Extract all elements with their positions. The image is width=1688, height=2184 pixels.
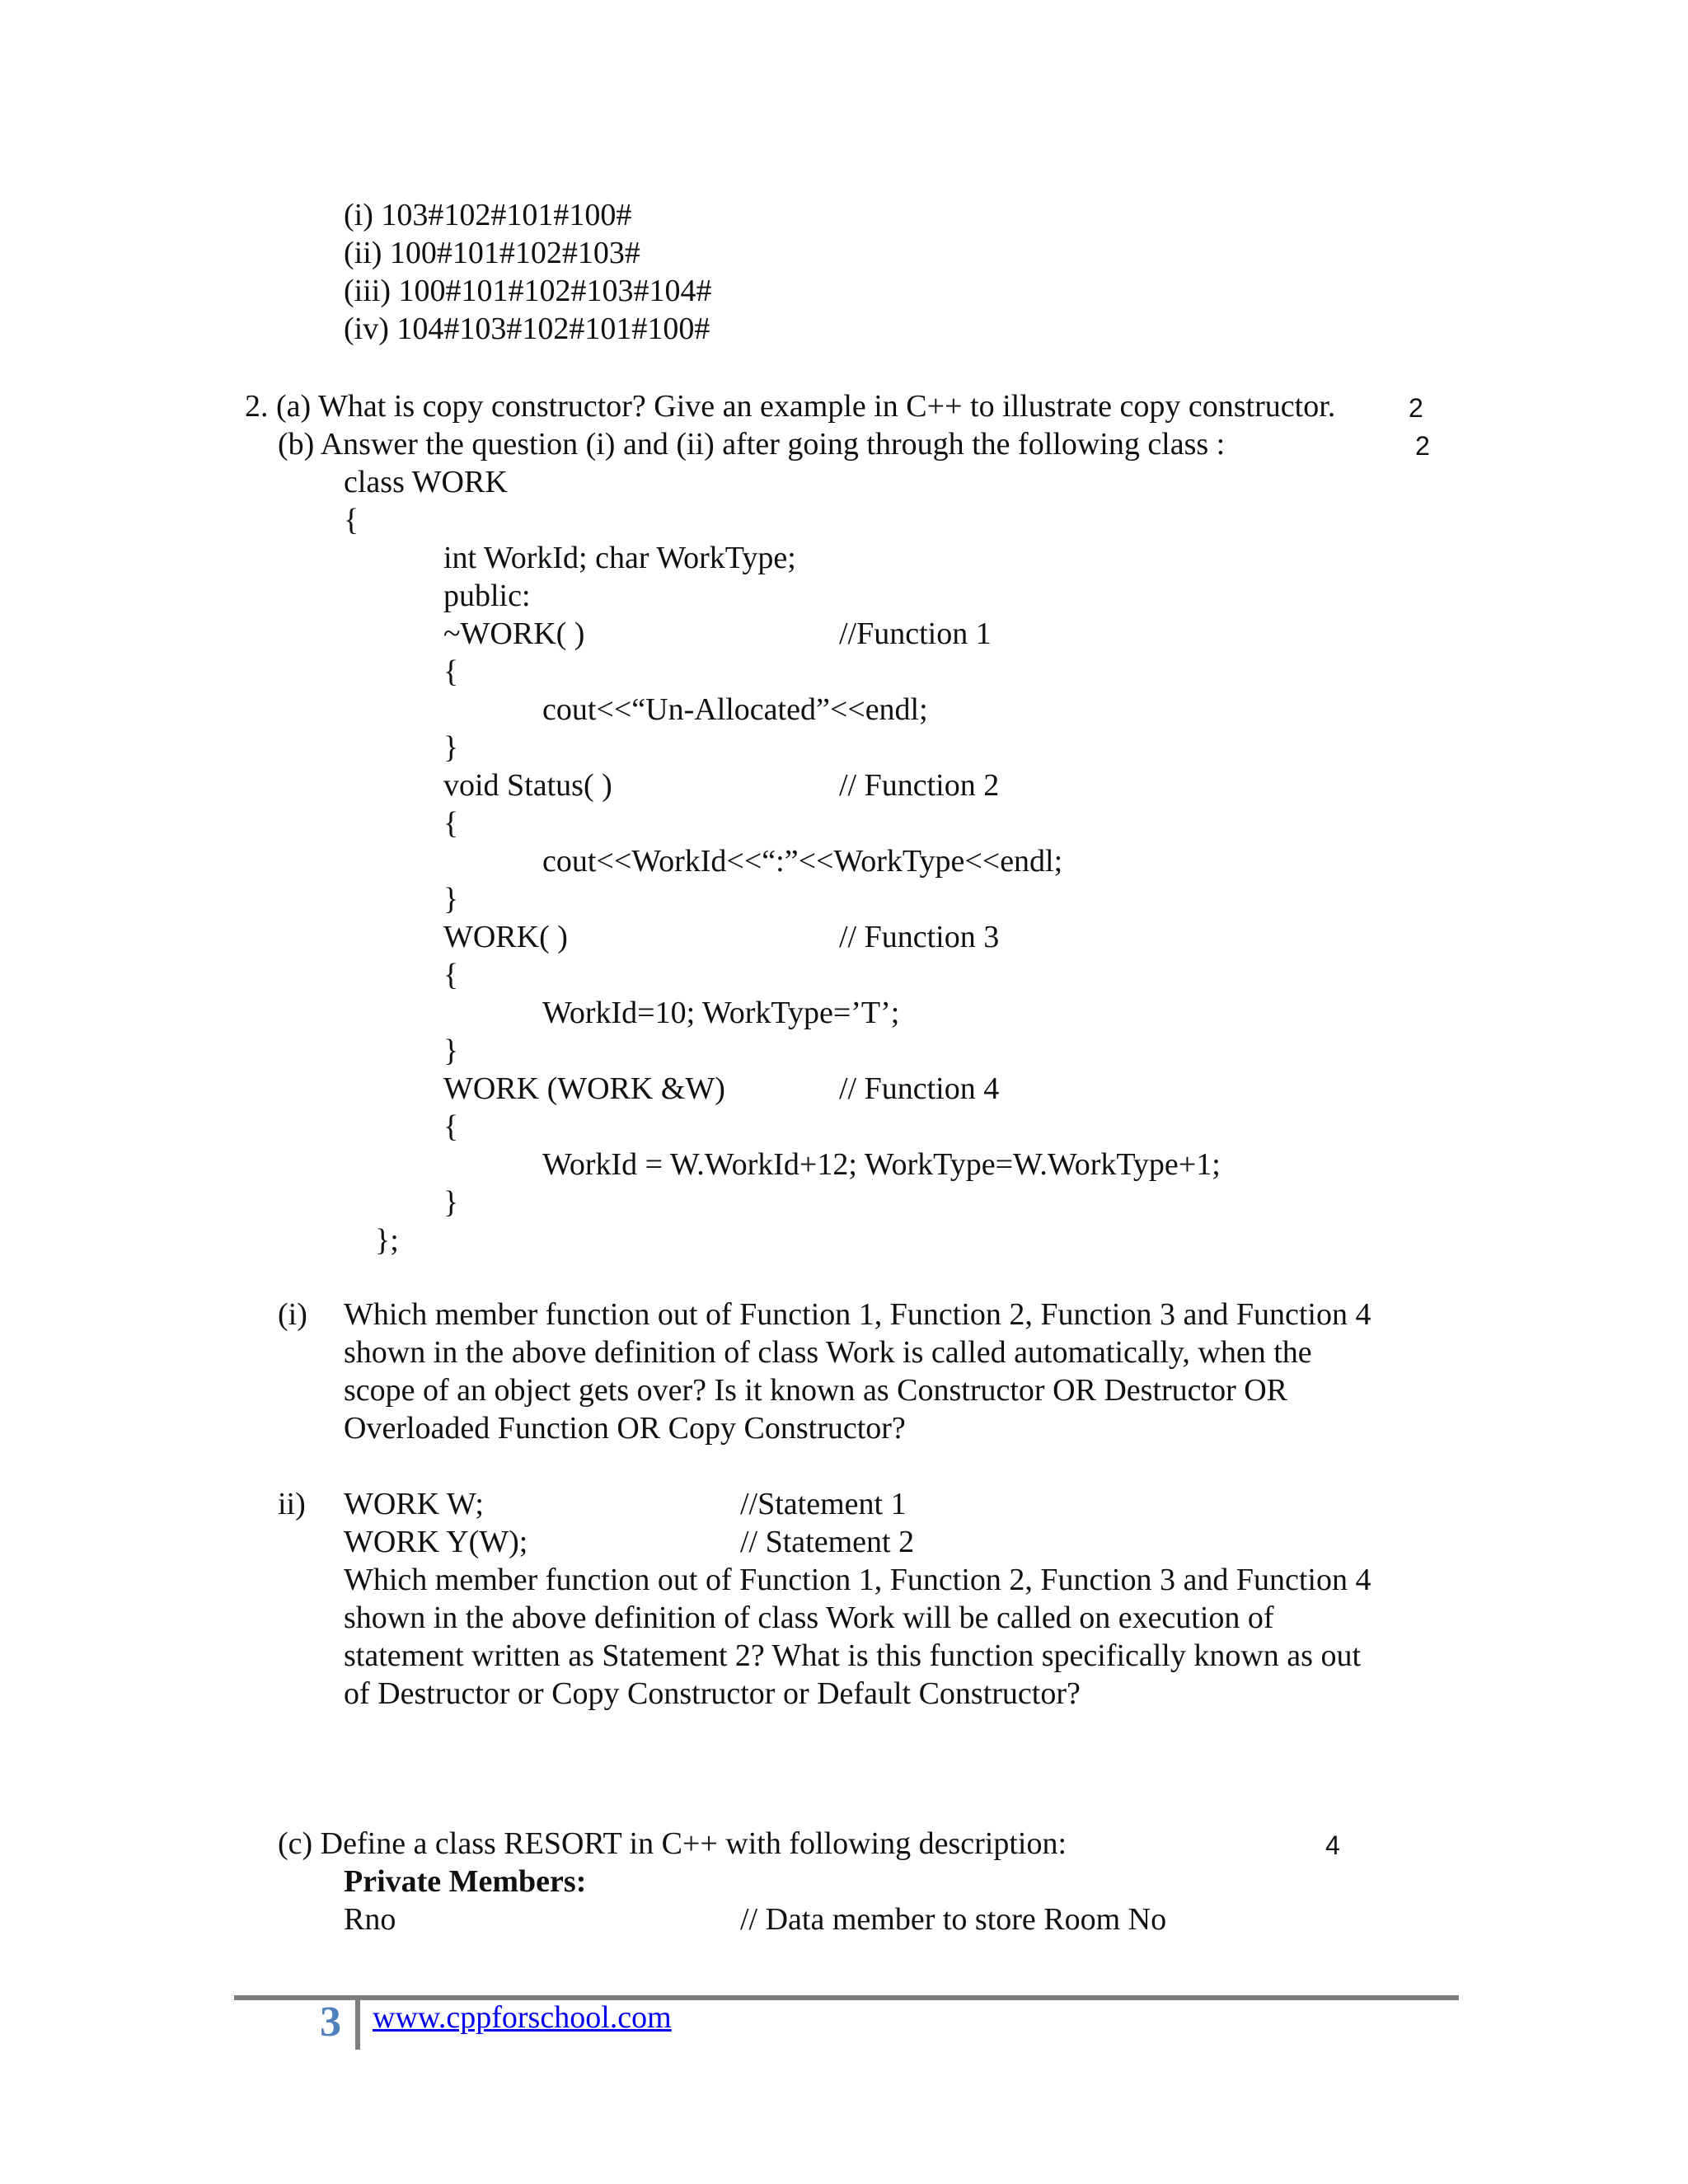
question-2a: 2. (a) What is copy constructor? Give an example in C++ to illustrate copy constructor. <box>245 389 1336 424</box>
data-member-rno: Rno <box>344 1902 396 1937</box>
code-f3-open: { <box>443 958 459 992</box>
option-i: (i) 103#102#101#100# <box>344 198 632 232</box>
code-open-brace: { <box>344 503 359 537</box>
sub-question-i-line: Which member function out of Function 1, Function 2, Function 3 and Function 4 <box>344 1297 1372 1332</box>
code-class-decl: class WORK <box>344 465 508 499</box>
sub-question-ii-line: statement written as Statement 2? What is this function specifically known as out <box>344 1638 1362 1673</box>
sub-question-ii-line: of Destructor or Copy Constructor or Default Constructor? <box>344 1676 1081 1711</box>
code-f2-body: cout<<WorkId<<“:”<<WorkType<<endl; <box>542 844 1063 879</box>
code-f4-signature: WORK (WORK &W) <box>443 1071 725 1106</box>
option-ii: (ii) 100#101#102#103# <box>344 236 640 270</box>
code-f1-body: cout<<“Un-Allocated”<<endl; <box>542 692 928 727</box>
code-f2-close: } <box>443 882 459 916</box>
code-f4-body: WorkId = W.WorkId+12; WorkType=W.WorkType+1; <box>542 1147 1221 1182</box>
code-f2-open: { <box>443 806 459 841</box>
code-f1-comment: //Function 1 <box>839 616 992 651</box>
question-2c-marks: 4 <box>1325 1830 1340 1860</box>
footer-divider <box>355 2000 360 2050</box>
sub-question-i-line: scope of an object gets over? Is it known as Constructor OR Destructor OR <box>344 1373 1288 1408</box>
sub-question-i-label: (i) <box>278 1297 307 1332</box>
statement-2-comment: // Statement 2 <box>740 1525 915 1559</box>
option-iii: (iii) 100#101#102#103#104# <box>344 274 712 308</box>
code-f4-open: { <box>443 1109 459 1144</box>
code-members: int WorkId; char WorkType; <box>443 541 796 575</box>
question-2b-marks: 2 <box>1415 431 1430 461</box>
page-number: 3 <box>320 1999 341 2046</box>
sub-question-i-line: shown in the above definition of class Work is called automatically, when the <box>344 1335 1312 1370</box>
statement-2: WORK Y(W); <box>344 1525 528 1559</box>
sub-question-ii-line: shown in the above definition of class Work will be called on execution of <box>344 1601 1274 1635</box>
sub-question-i-line: Overloaded Function OR Copy Constructor? <box>344 1411 906 1446</box>
code-f3-comment: // Function 3 <box>839 920 1000 954</box>
code-f2-comment: // Function 2 <box>839 768 1000 803</box>
code-class-close: }; <box>375 1223 399 1258</box>
code-f3-signature: WORK( ) <box>443 920 568 954</box>
sub-question-ii-line: Which member function out of Function 1, Function 2, Function 3 and Function 4 <box>344 1563 1372 1597</box>
private-members-heading: Private Members: <box>344 1864 587 1899</box>
statement-1: WORK W; <box>344 1487 484 1521</box>
code-f1-signature: ~WORK( ) <box>443 616 585 651</box>
question-2c: (c) Define a class RESORT in C++ with following description: <box>278 1826 1067 1861</box>
data-member-rno-comment: // Data member to store Room No <box>740 1902 1167 1937</box>
code-f1-close: } <box>443 730 459 765</box>
code-f4-comment: // Function 4 <box>839 1071 1000 1106</box>
footer-website-link[interactable]: www.cppforschool.com <box>373 2000 672 2035</box>
code-public: public: <box>443 579 531 613</box>
question-2b: (b) Answer the question (i) and (ii) after going through the following class : <box>278 427 1226 462</box>
question-2a-marks: 2 <box>1409 393 1423 423</box>
code-f2-signature: void Status( ) <box>443 768 612 803</box>
statement-1-comment: //Statement 1 <box>740 1487 907 1521</box>
sub-question-ii-label: ii) <box>278 1487 306 1521</box>
code-f4-close: } <box>443 1185 459 1220</box>
option-iv: (iv) 104#103#102#101#100# <box>344 312 710 346</box>
code-f1-open: { <box>443 654 459 689</box>
code-f3-body: WorkId=10; WorkType=’T’; <box>542 996 900 1030</box>
code-f3-close: } <box>443 1033 459 1068</box>
